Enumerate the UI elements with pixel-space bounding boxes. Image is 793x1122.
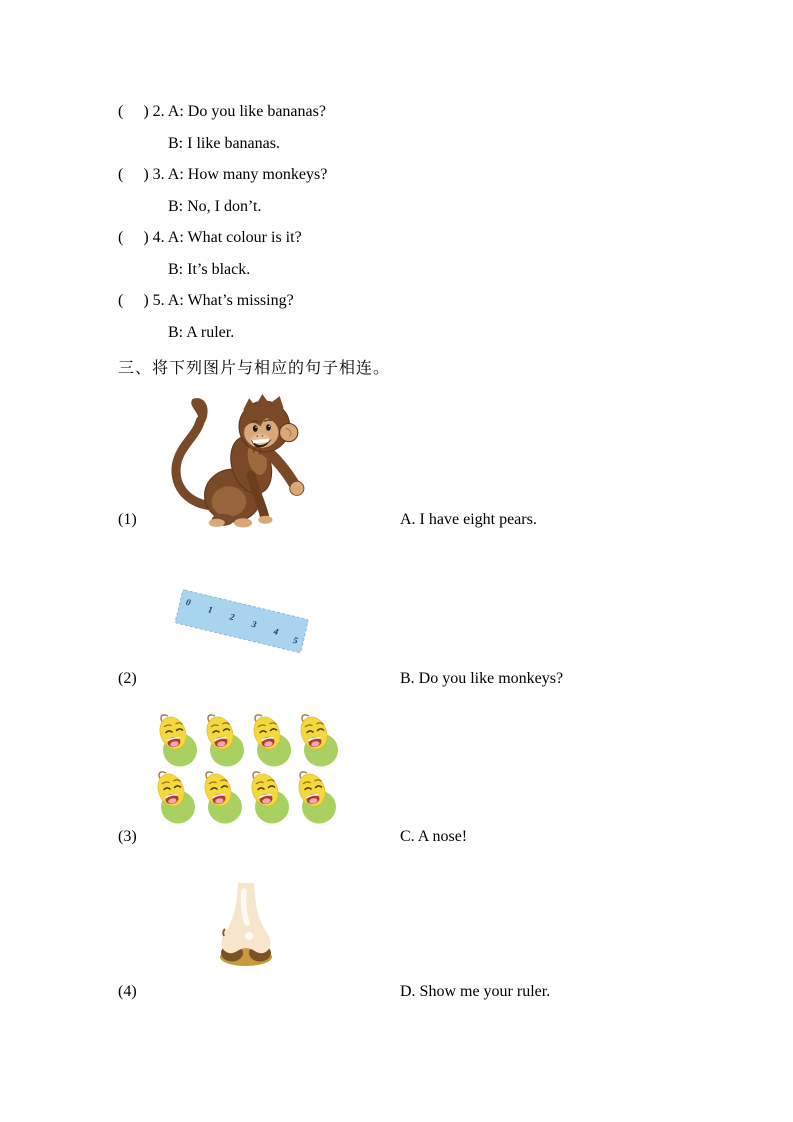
- dialog-line-a2: B: I like bananas.: [168, 134, 280, 152]
- monkey-illustration: [166, 394, 308, 530]
- ruler-number-5: 5: [292, 634, 299, 646]
- eight-pears-illustration: [150, 712, 350, 830]
- dialog-line-q4: ( ) 4. A: What colour is it?: [118, 229, 302, 246]
- monkey-image: [166, 394, 308, 530]
- match-option-d: D. Show me your ruler.: [400, 983, 551, 1000]
- dialog-line-q5: ( ) 5. A: What’s missing?: [118, 292, 294, 309]
- nose-illustration: [218, 881, 274, 975]
- dialog-line-q3: ( ) 3. A: How many monkeys?: [118, 166, 328, 183]
- match-number-1: (1): [118, 511, 137, 528]
- dialog-line-a4: B: It’s black.: [168, 260, 251, 278]
- ruler-image: [172, 586, 322, 658]
- ruler-number-2: 2: [228, 611, 236, 623]
- ruler-number-3: 3: [250, 618, 258, 630]
- match-number-4: (4): [118, 983, 137, 1000]
- ruler-number-1: 1: [206, 604, 214, 615]
- dialog-line-a3: B: No, I don’t.: [168, 197, 262, 215]
- match-option-c: C. A nose!: [400, 828, 468, 845]
- nose-image: [218, 881, 274, 975]
- dialog-line-a5: B: A ruler.: [168, 323, 235, 341]
- dialog-section: [118, 96, 678, 348]
- match-number-3: (3): [118, 828, 137, 845]
- ruler-number-4: 4: [272, 626, 280, 637]
- dialog-line-q2: ( ) 2. A: Do you like bananas?: [118, 103, 326, 120]
- section-heading: 三、将下列图片与相应的句子相连。: [118, 360, 391, 377]
- match-number-2: (2): [118, 670, 137, 687]
- match-option-b: B. Do you like monkeys?: [400, 670, 564, 687]
- ruler-illustration: [172, 586, 322, 658]
- match-option-a: A. I have eight pears.: [400, 511, 537, 528]
- ruler-number-0: 0: [185, 596, 192, 608]
- pears-image: [150, 712, 350, 830]
